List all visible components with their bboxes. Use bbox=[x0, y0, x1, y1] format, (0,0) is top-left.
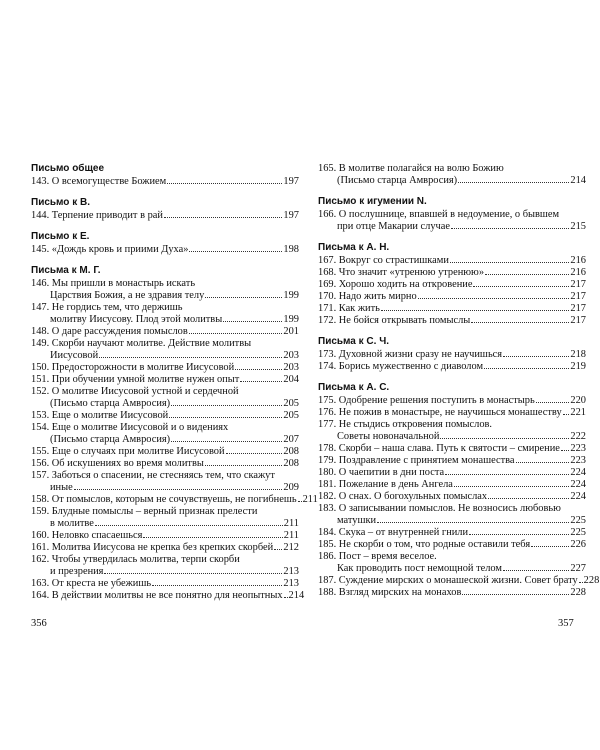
toc-entry[interactable] bbox=[318, 279, 586, 291]
dot-leader bbox=[516, 462, 570, 463]
toc-entry-page: 225 bbox=[570, 515, 586, 526]
toc-entry-title: в молитве bbox=[50, 518, 94, 529]
toc-entry[interactable] bbox=[31, 374, 299, 386]
toc-entry-title: 185. Не скорби о том, что родные оставили тебя bbox=[318, 539, 531, 550]
toc-entry-page: 228 bbox=[570, 587, 586, 598]
toc-entry-title: 178. Скорби – наша слава. Путь к святости – смирение bbox=[318, 443, 560, 454]
toc-entry[interactable] bbox=[318, 455, 586, 467]
toc-entry-page: 219 bbox=[570, 361, 586, 372]
left-page-toc bbox=[31, 163, 318, 602]
toc-entry-title: 156. Об искушениях во время молитвы bbox=[31, 458, 204, 469]
dot-leader bbox=[485, 274, 569, 275]
toc-entry-title: 144. Терпение приводит в рай bbox=[31, 210, 163, 221]
toc-entry-page: 198 bbox=[283, 244, 299, 255]
toc-entry[interactable] bbox=[318, 267, 586, 279]
dot-leader bbox=[284, 597, 288, 598]
toc-entry-title: 150. Предосторожности в молитве Иисусовой bbox=[31, 362, 235, 373]
toc-entry[interactable] bbox=[31, 542, 299, 554]
dot-leader bbox=[152, 585, 282, 586]
toc-entry[interactable] bbox=[31, 278, 299, 302]
toc-entry-title: 180. О чаепитии в дни поста bbox=[318, 467, 445, 478]
toc-entry-title: 175. Одобрение решения поступить в монастырь bbox=[318, 395, 535, 406]
toc-entry[interactable] bbox=[318, 361, 586, 373]
dot-leader bbox=[469, 534, 569, 535]
dot-leader bbox=[223, 321, 282, 322]
toc-entry-title: 145. «Дождь кровь и приими Духа» bbox=[31, 244, 189, 255]
dot-leader bbox=[462, 594, 569, 595]
toc-entry-title: 155. Еще о случаях при молитве Иисусовой bbox=[31, 446, 225, 457]
dot-leader bbox=[164, 217, 282, 218]
dot-leader bbox=[171, 405, 282, 406]
toc-entry-page: 197 bbox=[283, 210, 299, 221]
dot-leader bbox=[561, 450, 570, 451]
section-heading: Письма к А. Н. bbox=[318, 242, 390, 253]
toc-entry-title: при отце Макарии случае bbox=[337, 221, 450, 232]
dot-leader bbox=[226, 453, 283, 454]
toc-entry-title: Советы новоначальной bbox=[337, 431, 440, 442]
toc-entry[interactable] bbox=[31, 386, 299, 410]
dot-leader bbox=[488, 498, 569, 499]
toc-entry[interactable] bbox=[318, 395, 586, 407]
toc-entry-page: 213 bbox=[283, 566, 299, 577]
toc-entry-title: 182. О снах. О богохульных помыслах bbox=[318, 491, 488, 502]
dot-leader bbox=[503, 356, 569, 357]
toc-entry-title: 147. Не гордись тем, что держишь bbox=[31, 302, 183, 313]
toc-entry-title: 163. От креста не убежишь bbox=[31, 578, 152, 589]
toc-entry-title: и презрения bbox=[50, 566, 104, 577]
toc-entry-page: 199 bbox=[283, 290, 299, 301]
toc-entry-page: 214 bbox=[570, 175, 586, 186]
dot-leader bbox=[169, 417, 282, 418]
toc-entry-page: 228 bbox=[583, 575, 600, 586]
toc-entry[interactable] bbox=[318, 349, 586, 361]
toc-entry-page: 223 bbox=[570, 455, 586, 466]
right-page-toc bbox=[318, 163, 600, 599]
toc-entry-title: 170. Надо жить мирно bbox=[318, 291, 417, 302]
toc-entry-title: Царствия Божия, а не здравия телу bbox=[50, 290, 205, 301]
section-heading: Письмо к игумении N. bbox=[318, 196, 427, 207]
toc-entry-title: 179. Поздравление с принятием монашества bbox=[318, 455, 515, 466]
dot-leader bbox=[418, 298, 570, 299]
dot-leader bbox=[484, 368, 569, 369]
toc-entry-page: 215 bbox=[570, 221, 586, 232]
toc-entry[interactable] bbox=[31, 530, 299, 542]
toc-entry[interactable] bbox=[31, 494, 318, 506]
section-heading: Письма к С. Ч. bbox=[318, 336, 390, 347]
dot-leader bbox=[104, 573, 282, 574]
toc-entry[interactable] bbox=[31, 422, 299, 446]
dot-leader bbox=[445, 474, 569, 475]
toc-entry[interactable] bbox=[31, 590, 305, 602]
toc-entry-page: 203 bbox=[283, 350, 299, 361]
toc-entry-page: 213 bbox=[283, 578, 299, 589]
toc-entry-page: 224 bbox=[570, 491, 586, 502]
toc-entry[interactable] bbox=[31, 244, 299, 256]
toc-entry-page: 201 bbox=[283, 326, 299, 337]
toc-entry-title: 184. Скука – от внутренней гнили bbox=[318, 527, 469, 538]
toc-entry-title: 186. Пост – время веселое. bbox=[318, 551, 437, 562]
toc-entry-title: (Письмо старца Амвросия) bbox=[50, 434, 171, 445]
toc-entry[interactable] bbox=[318, 527, 586, 539]
toc-entry-title: матушки bbox=[337, 515, 377, 526]
toc-entry-title: 162. Чтобы утвердилась молитва, терпи скорби bbox=[31, 554, 240, 565]
toc-entry[interactable] bbox=[318, 163, 586, 187]
toc-entry-page: 211 bbox=[283, 530, 299, 541]
toc-entry-page: 208 bbox=[283, 446, 299, 457]
toc-entry[interactable] bbox=[318, 315, 586, 327]
dot-leader bbox=[189, 251, 282, 252]
toc-entry[interactable] bbox=[318, 209, 586, 233]
dot-leader bbox=[531, 546, 569, 547]
section-heading: Письма к А. С. bbox=[318, 382, 390, 393]
dot-leader bbox=[143, 537, 282, 538]
toc-entry-title: 165. В молитве полагайся на волю Божию bbox=[318, 163, 504, 174]
section-heading: Письмо к Е. bbox=[31, 231, 90, 242]
toc-entry[interactable] bbox=[31, 446, 299, 458]
toc-entry-title: 164. В действии молитвы не все понятно для неопытных bbox=[31, 590, 283, 601]
toc-entry-title: Как проводить пост немощной телом bbox=[337, 563, 502, 574]
dot-leader bbox=[440, 438, 569, 439]
toc-entry-title: (Письмо старца Амвросия) bbox=[50, 398, 171, 409]
toc-entry-page: 217 bbox=[570, 279, 586, 290]
toc-entry[interactable] bbox=[318, 587, 586, 599]
toc-entry-title: 153. Еще о молитве Иисусовой bbox=[31, 410, 169, 421]
dot-leader bbox=[381, 310, 570, 311]
toc-entry-title: 187. Суждение мирских о монашеской жизни. Совет брату bbox=[318, 575, 578, 586]
toc-entry-title: 176. Не пожив в монастыре, не научишься монашеству bbox=[318, 407, 562, 418]
dot-leader bbox=[189, 333, 283, 334]
toc-entry-page: 225 bbox=[570, 527, 586, 538]
left-page-number: 356 bbox=[31, 618, 47, 629]
toc-entry-page: 211 bbox=[302, 494, 318, 505]
toc-entry-title: 188. Взгляд мирских на монахов bbox=[318, 587, 462, 598]
toc-entry-title: 148. О даре рассуждения помыслов bbox=[31, 326, 188, 337]
toc-entry-title: 161. Молитва Иисусова не крепка без крепких скорбей bbox=[31, 542, 274, 553]
toc-entry[interactable] bbox=[318, 419, 586, 443]
toc-entry-title: 149. Скорби научают молитве. Действие молитвы bbox=[31, 338, 252, 349]
toc-entry[interactable] bbox=[31, 302, 299, 326]
toc-entry-page: 224 bbox=[570, 479, 586, 490]
dot-leader bbox=[458, 182, 569, 183]
toc-entry-page: 216 bbox=[570, 255, 586, 266]
toc-entry-title: 168. Что значит «утренюю утренюю» bbox=[318, 267, 485, 278]
dot-leader bbox=[205, 297, 282, 298]
dot-leader bbox=[473, 286, 569, 287]
toc-entry[interactable] bbox=[31, 578, 299, 590]
dot-leader bbox=[536, 402, 570, 403]
toc-entry-title: 174. Борись мужественно с диаволом bbox=[318, 361, 484, 372]
toc-entry-page: 203 bbox=[283, 362, 299, 373]
toc-entry-page: 207 bbox=[283, 434, 299, 445]
dot-leader bbox=[74, 489, 283, 490]
toc-entry-page: 205 bbox=[283, 398, 299, 409]
toc-entry-title: иные bbox=[50, 482, 73, 493]
dot-leader bbox=[167, 183, 282, 184]
toc-entry-page: 197 bbox=[283, 176, 299, 187]
toc-entry-title: 157. Заботься о спасении, не стесняясь тем, что скажут bbox=[31, 470, 275, 481]
toc-entry[interactable] bbox=[318, 575, 600, 587]
toc-entry-page: 204 bbox=[283, 374, 299, 385]
toc-entry-title: 151. При обучении умной молитве нужен опыт bbox=[31, 374, 240, 385]
section-heading: Письмо к В. bbox=[31, 197, 90, 208]
dot-leader bbox=[95, 525, 283, 526]
toc-entry[interactable] bbox=[318, 443, 586, 455]
toc-entry[interactable] bbox=[318, 303, 586, 315]
toc-entry[interactable] bbox=[31, 176, 299, 188]
toc-entry[interactable] bbox=[318, 551, 586, 575]
toc-entry-page: 227 bbox=[570, 563, 586, 574]
toc-entry-title: 181. Пожелание в день Ангела bbox=[318, 479, 453, 490]
toc-entry-title: 166. О послушнице, впавшей в недоумение, о бывшем bbox=[318, 209, 560, 220]
dot-leader bbox=[274, 549, 282, 550]
toc-entry[interactable] bbox=[318, 291, 586, 303]
dot-leader bbox=[377, 522, 569, 523]
toc-entry[interactable] bbox=[31, 210, 299, 222]
dot-leader bbox=[451, 228, 569, 229]
dot-leader bbox=[503, 570, 569, 571]
dot-leader bbox=[471, 322, 569, 323]
toc-entry-title: Иисусовой bbox=[50, 350, 99, 361]
toc-entry-page: 208 bbox=[283, 458, 299, 469]
dot-leader bbox=[450, 262, 569, 263]
toc-entry[interactable] bbox=[31, 410, 299, 422]
toc-entry-page: 214 bbox=[288, 590, 305, 601]
toc-entry-title: 160. Неловко спасаешься bbox=[31, 530, 143, 541]
toc-entry-page: 217 bbox=[570, 303, 586, 314]
toc-entry-title: 154. Еще о молитве Иисусовой и о видениях bbox=[31, 422, 229, 433]
dot-leader bbox=[454, 486, 570, 487]
toc-entry[interactable] bbox=[31, 470, 299, 494]
dot-leader bbox=[579, 582, 583, 583]
toc-entry[interactable] bbox=[318, 539, 586, 551]
toc-entry[interactable] bbox=[318, 503, 586, 527]
toc-entry-page: 217 bbox=[570, 291, 586, 302]
toc-entry[interactable] bbox=[318, 467, 586, 479]
toc-entry-title: 146. Мы пришли в монастырь искать bbox=[31, 278, 196, 289]
toc-entry-title: 173. Духовной жизни сразу не научишься bbox=[318, 349, 503, 360]
right-page-number: 357 bbox=[558, 618, 574, 629]
toc-entry-title: молитву Иисусову. Плод этой молитвы bbox=[50, 314, 223, 325]
toc-entry[interactable] bbox=[31, 506, 299, 530]
toc-entry-title: 169. Хорошо ходить на откровение bbox=[318, 279, 473, 290]
dot-leader bbox=[99, 357, 282, 358]
toc-entry-title: 172. Не бойся открывать помыслы bbox=[318, 315, 471, 326]
dot-leader bbox=[240, 381, 282, 382]
toc-entry-title: 152. О молитве Иисусовой устной и сердечной bbox=[31, 386, 239, 397]
toc-entry-page: 224 bbox=[570, 467, 586, 478]
toc-entry[interactable] bbox=[318, 479, 586, 491]
toc-entry-title: 171. Как жить bbox=[318, 303, 380, 314]
toc-entry-page: 205 bbox=[283, 410, 299, 421]
toc-entry[interactable] bbox=[31, 362, 299, 374]
toc-entry-page: 222 bbox=[570, 431, 586, 442]
toc-entry[interactable] bbox=[31, 554, 299, 578]
dot-leader bbox=[563, 414, 570, 415]
section-heading: Письма к М. Г. bbox=[31, 265, 101, 276]
toc-entry[interactable] bbox=[318, 491, 586, 503]
toc-entry-title: 177. Не стыдись откровения помыслов. bbox=[318, 419, 493, 430]
toc-entry[interactable] bbox=[31, 458, 299, 470]
toc-entry-page: 212 bbox=[283, 542, 299, 553]
toc-entry-page: 223 bbox=[570, 443, 586, 454]
toc-entry-page: 221 bbox=[570, 407, 586, 418]
section-heading: Письмо общее bbox=[31, 163, 105, 174]
toc-entry-title: 183. О записывании помыслов. Не возносись любовью bbox=[318, 503, 561, 514]
toc-entry-title: 167. Вокруг со страстишками bbox=[318, 255, 449, 266]
toc-entry[interactable] bbox=[31, 326, 299, 338]
dot-leader bbox=[235, 369, 282, 370]
toc-entry-title: 158. От помыслов, которым не сочувствуешь, не погибнешь bbox=[31, 494, 297, 505]
toc-entry-page: 209 bbox=[283, 482, 299, 493]
toc-entry[interactable] bbox=[318, 255, 586, 267]
toc-entry-page: 217 bbox=[570, 315, 586, 326]
toc-entry-page: 211 bbox=[283, 518, 299, 529]
toc-entry[interactable] bbox=[318, 407, 586, 419]
toc-entry-title: (Письмо старца Амвросия) bbox=[337, 175, 458, 186]
toc-entry-page: 199 bbox=[283, 314, 299, 325]
toc-entry-title: 143. О всемогуществе Божием bbox=[31, 176, 167, 187]
toc-entry[interactable] bbox=[31, 338, 299, 362]
toc-entry-page: 218 bbox=[570, 349, 586, 360]
dot-leader bbox=[298, 501, 302, 502]
toc-entry-title: 159. Блудные помыслы – верный признак прелести bbox=[31, 506, 258, 517]
toc-entry-page: 216 bbox=[570, 267, 586, 278]
toc-entry-page: 226 bbox=[570, 539, 586, 550]
toc-entry-page: 220 bbox=[570, 395, 586, 406]
dot-leader bbox=[171, 441, 282, 442]
dot-leader bbox=[205, 465, 283, 466]
